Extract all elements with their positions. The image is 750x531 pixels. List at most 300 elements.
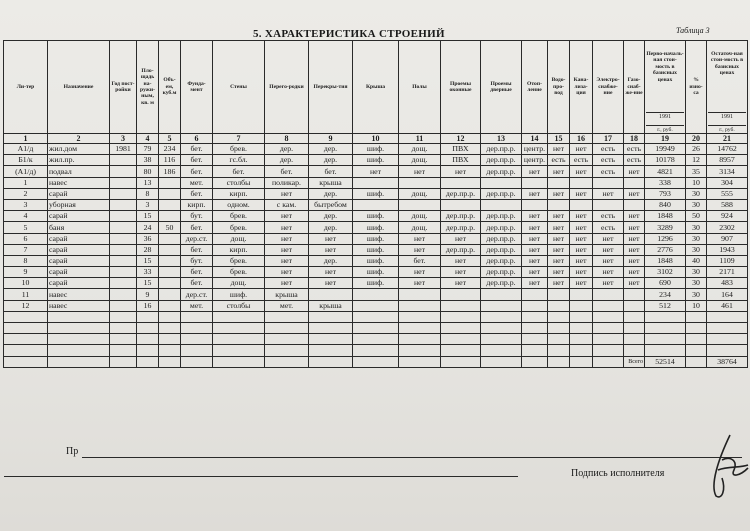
table-cell: нет [570,267,593,278]
table-cell: есть [570,155,593,166]
table-cell: 30 [686,233,707,244]
column-numbers-row [4,134,748,144]
signature-line [4,476,518,477]
table-cell: нет [548,144,570,155]
table-cell: бут. [181,255,213,266]
table-cell: нет [570,144,593,155]
table-cell [353,289,399,300]
table-cell [522,177,548,188]
table-cell: 50 [686,211,707,222]
table-cell [593,323,624,334]
table-cell: дер.пр.р. [441,211,481,222]
empty-row [4,345,748,356]
table-cell: бут. [181,211,213,222]
table-cell [213,345,265,356]
table-cell: нет [309,244,353,255]
table-cell: нет [624,255,645,266]
table-cell: шиф. [353,144,399,155]
table-cell: есть [624,144,645,155]
column-header [707,41,748,134]
table-cell: 30 [686,244,707,255]
table-cell: крыша [309,177,353,188]
column-number: 15 [548,134,570,144]
table-cell: дер.пр.р. [441,188,481,199]
table-cell: 30 [686,278,707,289]
table-cell: 588 [707,199,748,210]
table-cell [624,300,645,311]
table-cell [548,356,570,367]
table-cell: 28 [137,244,159,255]
table-cell [110,244,137,255]
table-cell [570,345,593,356]
total-residual-cost: 38764 [707,356,748,367]
table-cell [181,345,213,356]
table-cell: нет [624,188,645,199]
price-year: 1991 [708,112,746,121]
column-header: Крыша [353,41,399,134]
column-header: Фунда-мент [181,41,213,134]
table-row [4,211,748,222]
table-cell: дер.пр.р. [481,144,522,155]
table-cell [645,334,686,345]
table-cell: мет. [265,300,309,311]
table-cell: сарай [48,211,110,222]
table-cell: нет [570,211,593,222]
column-header-text: Остаточ-ная стои-мость в базисных ценах [710,51,744,77]
table-cell: 793 [645,188,686,199]
table-cell [137,356,159,367]
table-cell [353,345,399,356]
table-cell: нет [593,233,624,244]
table-cell: дощ. [213,278,265,289]
table-cell [110,289,137,300]
column-number: 20 [686,134,707,144]
column-number: 8 [265,134,309,144]
table-cell [159,255,181,266]
table-cell: брев. [213,211,265,222]
table-cell: сарай [48,233,110,244]
table-cell: 10 [4,278,48,289]
table-cell [624,323,645,334]
table-cell: одном. [213,199,265,210]
table-cell: 461 [707,300,748,311]
table-cell: нет [399,278,441,289]
table-cell: 2302 [707,222,748,233]
table-cell [110,267,137,278]
table-cell [441,289,481,300]
table-cell: нет [399,267,441,278]
table-cell: 3102 [645,267,686,278]
table-cell [593,345,624,356]
table-cell [159,289,181,300]
table-cell: дер.пр.р. [481,211,522,222]
table-cell [159,323,181,334]
table-number: Таблица 3 [676,26,710,35]
table-cell [522,311,548,322]
table-cell: нет [570,278,593,289]
table-cell: нет [522,255,548,266]
table-cell [593,311,624,322]
table-cell: жил.дом [48,144,110,155]
table-cell: дер.пр.р. [481,155,522,166]
column-header: Ли-тер [4,41,48,134]
table-cell [548,334,570,345]
table-cell: кирп. [213,244,265,255]
table-cell: дер. [309,222,353,233]
table-cell: нет [548,278,570,289]
table-cell: нет [624,278,645,289]
table-cell [707,334,748,345]
table-cell [309,289,353,300]
table-cell [399,334,441,345]
table-cell: Б1/к [4,155,48,166]
table-cell: шиф. [353,278,399,289]
price-year: 1991 [646,112,684,121]
table-cell: нет [593,244,624,255]
table-cell: нет [441,255,481,266]
table-cell [110,155,137,166]
table-cell: нет [441,166,481,177]
table-cell [265,311,309,322]
table-cell [353,356,399,367]
table-cell: шиф. [353,211,399,222]
table-cell [522,345,548,356]
table-row [4,300,748,311]
table-cell: нет [593,267,624,278]
table-cell [570,300,593,311]
table-cell: нет [548,166,570,177]
table-cell: нет [265,222,309,233]
column-header: Пло-щадь на-ружи-ным, кв. м [137,41,159,134]
table-cell: дер.пр.р. [481,244,522,255]
column-header: Кана-лиза-ция [570,41,593,134]
table-row [4,255,748,266]
table-cell: 234 [645,289,686,300]
table-cell [707,311,748,322]
table-cell: нет [522,166,548,177]
table-cell: сарай [48,188,110,199]
table-cell [159,311,181,322]
table-cell: бет. [309,166,353,177]
table-cell: баня [48,222,110,233]
table-cell: шиф. [353,155,399,166]
table-cell: 555 [707,188,748,199]
table-cell [548,199,570,210]
table-cell [707,323,748,334]
table-cell: 33 [137,267,159,278]
table-cell [353,177,399,188]
table-cell: нет [522,244,548,255]
table-cell [399,289,441,300]
table-cell: дер.пр.р. [481,222,522,233]
table-cell [353,323,399,334]
column-header-text: Перво-началь-ная стои-мость в базисных ценах [646,51,684,83]
table-cell [159,334,181,345]
header-row [4,41,748,134]
table-cell: 2 [4,188,48,199]
handwritten-signature [700,430,750,500]
table-cell: есть [548,155,570,166]
table-cell [686,323,707,334]
column-header: Стены [213,41,265,134]
table-cell [399,345,441,356]
table-cell: дощ. [399,222,441,233]
table-cell: дер. [265,155,309,166]
table-cell: мет. [181,300,213,311]
table-cell [159,199,181,210]
table-cell [181,356,213,367]
table-cell [441,311,481,322]
table-cell: крыша [265,289,309,300]
table-cell: сарай [48,244,110,255]
table-cell: 1848 [645,211,686,222]
table-cell: 1943 [707,244,748,255]
prepared-label: Пр [66,446,79,457]
table-cell: 1981 [110,144,137,155]
table-cell: нет [593,255,624,266]
table-cell [481,300,522,311]
table-cell: дер.пр.р. [481,278,522,289]
table-cell: навес [48,300,110,311]
table-cell [399,199,441,210]
table-cell: нет [570,233,593,244]
table-cell: дер.ст. [181,233,213,244]
table-row [4,155,748,166]
table-cell: шиф. [353,267,399,278]
signature-label: Подпись исполнителя [571,468,665,479]
table-cell: дер. [309,188,353,199]
table-cell: 15 [137,211,159,222]
column-header: Газо-снаб-же-ние [624,41,645,134]
table-cell [548,311,570,322]
table-cell: 24 [137,222,159,233]
table-cell [48,334,110,345]
table-cell [4,345,48,356]
table-cell: 50 [159,222,181,233]
table-cell [48,311,110,322]
table-cell: шиф. [353,222,399,233]
table-cell: 30 [686,267,707,278]
table-cell: нет [548,244,570,255]
table-cell: сарай [48,255,110,266]
table-cell [159,233,181,244]
table-cell: нет [570,255,593,266]
column-number: 9 [309,134,353,144]
table-cell: 3 [4,199,48,210]
table-cell: дер.пр.р. [481,255,522,266]
table-cell: 116 [159,155,181,166]
table-cell: нет [353,166,399,177]
total-initial-cost: 52514 [645,356,686,367]
table-cell [522,334,548,345]
table-cell: 690 [645,278,686,289]
table-cell: нет [593,278,624,289]
table-cell [624,345,645,356]
table-cell [522,289,548,300]
table-cell [481,289,522,300]
table-cell [213,323,265,334]
table-cell [309,323,353,334]
table-cell: нет [309,233,353,244]
table-cell: нет [522,278,548,289]
table-cell: нет [522,233,548,244]
table-cell: 2171 [707,267,748,278]
buildings-table [3,40,748,368]
table-cell: шиф. [353,255,399,266]
table-cell: 80 [137,166,159,177]
table-cell: кирп. [213,188,265,199]
column-number: 3 [110,134,137,144]
table-cell [159,300,181,311]
table-cell: нет [570,188,593,199]
table-cell [441,323,481,334]
table-cell [481,323,522,334]
table-cell [624,199,645,210]
table-cell: 164 [707,289,748,300]
table-row [4,233,748,244]
table-cell: 840 [645,199,686,210]
column-header: Перего-родки [265,41,309,134]
table-cell: нет [522,211,548,222]
table-cell: ПВХ [441,144,481,155]
table-cell: 3289 [645,222,686,233]
table-cell: дер.ст. [181,289,213,300]
table-cell: 11 [4,289,48,300]
table-cell: нет [265,255,309,266]
table-cell [399,300,441,311]
table-cell: есть [593,144,624,155]
table-cell: гс.бл. [213,155,265,166]
table-cell [548,323,570,334]
table-cell: нет [399,233,441,244]
table-cell [309,334,353,345]
totals-row [4,356,748,367]
table-cell: мет. [181,177,213,188]
table-cell [110,311,137,322]
table-cell [686,345,707,356]
table-cell [110,345,137,356]
table-cell [481,356,522,367]
table-cell [137,334,159,345]
column-header: Проемы оконные [441,41,481,134]
table-cell: 6 [4,233,48,244]
table-cell: центр. [522,155,548,166]
table-cell: 15 [137,255,159,266]
table-row [4,177,748,188]
table-cell [570,311,593,322]
table-cell: шиф. [213,289,265,300]
table-cell [48,323,110,334]
table-cell [159,244,181,255]
table-cell: 338 [645,177,686,188]
table-cell [399,356,441,367]
table-cell [593,356,624,367]
table-cell: А1/д [4,144,48,155]
table-cell: нет [309,267,353,278]
table-cell: брев. [213,222,265,233]
table-cell: нет [441,267,481,278]
table-cell: 7 [4,244,48,255]
table-cell: с кам. [265,199,309,210]
table-cell: есть [593,166,624,177]
table-cell: поликар. [265,177,309,188]
table-cell [481,311,522,322]
table-cell: 4821 [645,166,686,177]
column-number: 5 [159,134,181,144]
table-cell: 5 [4,222,48,233]
column-number: 11 [399,134,441,144]
table-cell [137,311,159,322]
table-cell: дощ. [399,211,441,222]
table-cell: 19949 [645,144,686,155]
table-cell: 15 [137,278,159,289]
table-cell: кирп. [181,199,213,210]
table-cell: крыша [309,300,353,311]
column-number: 10 [353,134,399,144]
table-cell: нет [548,233,570,244]
column-header [645,41,686,134]
column-number: 21 [707,134,748,144]
column-header: % изно-са [686,41,707,134]
table-row [4,222,748,233]
table-cell [441,345,481,356]
table-cell: дощ. [213,233,265,244]
table-cell: бет. [181,278,213,289]
table-cell: нет [548,255,570,266]
table-cell [399,311,441,322]
table-cell [110,300,137,311]
table-cell: 3134 [707,166,748,177]
table-cell: нет [441,233,481,244]
table-cell [441,177,481,188]
table-cell [213,356,265,367]
table-cell: нет [522,188,548,199]
table-cell [4,334,48,345]
table-cell [48,356,110,367]
table-cell: есть [624,155,645,166]
table-cell [309,356,353,367]
table-cell [110,222,137,233]
table-cell: столбы [213,177,265,188]
table-cell: нет [399,166,441,177]
table-cell: нет [548,211,570,222]
table-cell: 26 [686,144,707,155]
table-cell: 8 [4,255,48,266]
column-header: Отоп-ление [522,41,548,134]
table-cell [441,334,481,345]
price-unit: г., руб. [646,125,684,133]
table-cell: бет. [265,166,309,177]
table-cell [593,300,624,311]
column-number: 6 [181,134,213,144]
table-cell: ПВХ [441,155,481,166]
table-cell [570,323,593,334]
table-cell: 12 [4,300,48,311]
table-cell [645,311,686,322]
table-cell [159,211,181,222]
table-cell [441,199,481,210]
table-cell [110,334,137,345]
table-cell [593,177,624,188]
table-cell: 30 [686,188,707,199]
table-cell [265,334,309,345]
table-cell [309,345,353,356]
empty-row [4,311,748,322]
table-cell: нет [624,267,645,278]
table-cell: нет [624,166,645,177]
column-header: Водо-про-вод [548,41,570,134]
table-cell: 483 [707,278,748,289]
